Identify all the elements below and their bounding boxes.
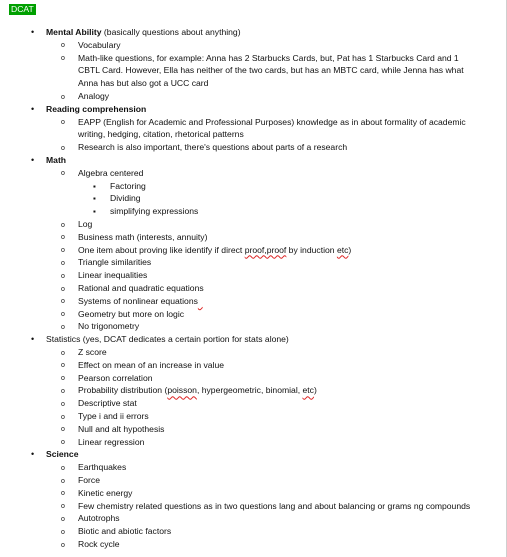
list-item: Algebra centered <box>78 167 144 178</box>
list-item: Null and alt hypothesis <box>78 423 165 434</box>
list-item: Systems of nonlinear equations <box>78 295 198 306</box>
list-item: Descriptive stat <box>78 398 137 409</box>
sub-bullet: o <box>61 515 65 523</box>
list-item-line: writing, hedging, citation, rhetorical patterns <box>78 129 244 140</box>
section-heading: Statistics (yes, DCAT dedicates a certain portion for stats alone) <box>46 334 289 345</box>
list-item: Vocabulary <box>78 39 121 50</box>
list-item: Rational and quadratic equations <box>78 283 204 293</box>
sub-list-item: Factoring <box>110 180 146 191</box>
section-heading: Mental Ability (basically questions about anything) <box>46 27 241 37</box>
section-note: (basically questions about anything) <box>101 27 241 37</box>
list-item: Probability distribution (poisson, hypergeometric, binomial, etc) <box>78 385 317 396</box>
section-bullet: • <box>31 27 35 37</box>
section-heading: Math <box>46 155 67 165</box>
list-item-line: EAPP (English for Academic and Professional Purposes) knowledge as in about formality of academic <box>78 116 466 127</box>
section-bullet: • <box>31 155 35 165</box>
list-item: Effect on mean of an increase in value <box>78 359 225 370</box>
sub-bullet: o <box>61 490 65 498</box>
section-heading: Science <box>46 449 79 460</box>
list-item: Research is also important, there's questions about parts of a research <box>78 142 348 153</box>
sub-bullet: o <box>61 387 65 395</box>
list-item-line: Anna has but also got a UCC card <box>78 78 209 89</box>
sub-sub-bullet: ▪ <box>93 194 96 204</box>
sub-bullet: o <box>61 285 65 293</box>
sub-list-item: simplifying expressions <box>110 206 199 217</box>
sub-bullet: o <box>61 439 65 447</box>
sub-sub-bullet: ▪ <box>93 207 96 217</box>
list-item: Earthquakes <box>78 462 127 473</box>
sub-bullet: o <box>61 221 65 229</box>
sub-bullet: o <box>61 234 65 242</box>
list-item: Biotic and abiotic factors <box>78 526 172 537</box>
sub-bullet: o <box>61 528 65 536</box>
list-item: One item about proving like identify if direct proof,proof by induction etc) <box>78 244 352 255</box>
list-item: Analogy <box>78 91 110 101</box>
sub-bullet: o <box>61 349 65 357</box>
list-item: Linear inequalities <box>78 270 148 281</box>
list-item: Few chemistry related questions as in two questions lang and about balancing or grams ng compounds <box>78 500 471 511</box>
sub-bullet: o <box>61 170 65 178</box>
list-item: Z score <box>78 347 107 357</box>
sub-bullet: o <box>61 413 65 421</box>
sub-bullet: o <box>61 400 65 408</box>
sub-bullet: o <box>61 311 65 319</box>
sub-bullet: o <box>61 503 65 511</box>
doc-title-highlight: DCAT <box>11 4 34 14</box>
sub-bullet: o <box>61 119 65 127</box>
section-bullet: • <box>31 103 35 114</box>
list-item: Triangle similarities <box>78 257 152 268</box>
sub-bullet: o <box>61 375 65 383</box>
list-item: Kinetic energy <box>78 487 133 498</box>
sub-bullet: o <box>61 362 65 370</box>
sub-bullet: o <box>61 323 65 331</box>
sub-bullet: o <box>61 464 65 472</box>
sub-bullet: o <box>61 298 65 306</box>
list-item: Autotrophs <box>78 513 120 524</box>
list-item: No trigonometry <box>78 321 140 332</box>
sub-bullet: o <box>61 144 65 152</box>
section-heading: Reading comprehension <box>46 103 147 114</box>
sub-bullet: o <box>61 541 65 549</box>
list-item: Type i and ii errors <box>78 411 149 421</box>
sub-bullet: o <box>61 477 65 485</box>
sub-list-item: Dividing <box>110 193 141 204</box>
sub-sub-bullet: ▪ <box>93 181 96 191</box>
sub-bullet: o <box>61 93 65 101</box>
sub-bullet: o <box>61 272 65 280</box>
list-item: Geometry but more on logic <box>78 308 185 319</box>
sub-bullet: o <box>61 55 65 63</box>
list-item: Force <box>78 475 100 485</box>
list-item: Pearson correlation <box>78 372 153 383</box>
sub-bullet: o <box>61 426 65 434</box>
list-item: Rock cycle <box>78 539 120 549</box>
section-bullet: • <box>31 449 35 460</box>
list-item: Business math (interests, annuity) <box>78 231 208 242</box>
sub-bullet: o <box>61 259 65 267</box>
section-bullet: • <box>31 334 35 345</box>
list-item: Linear regression <box>78 436 145 447</box>
list-item: Log <box>78 219 93 229</box>
list-item-line: CBTL Card. However, Ella has neither of the two cards, but has an MBTC card, while Jenna has what <box>78 65 464 76</box>
list-item-line: Math-like questions, for example: Anna has 2 Starbucks Cards, but, Pat has 1 Starbucks Card and 1 <box>78 52 459 63</box>
sub-bullet: o <box>61 247 65 255</box>
sub-bullet: o <box>61 42 65 50</box>
